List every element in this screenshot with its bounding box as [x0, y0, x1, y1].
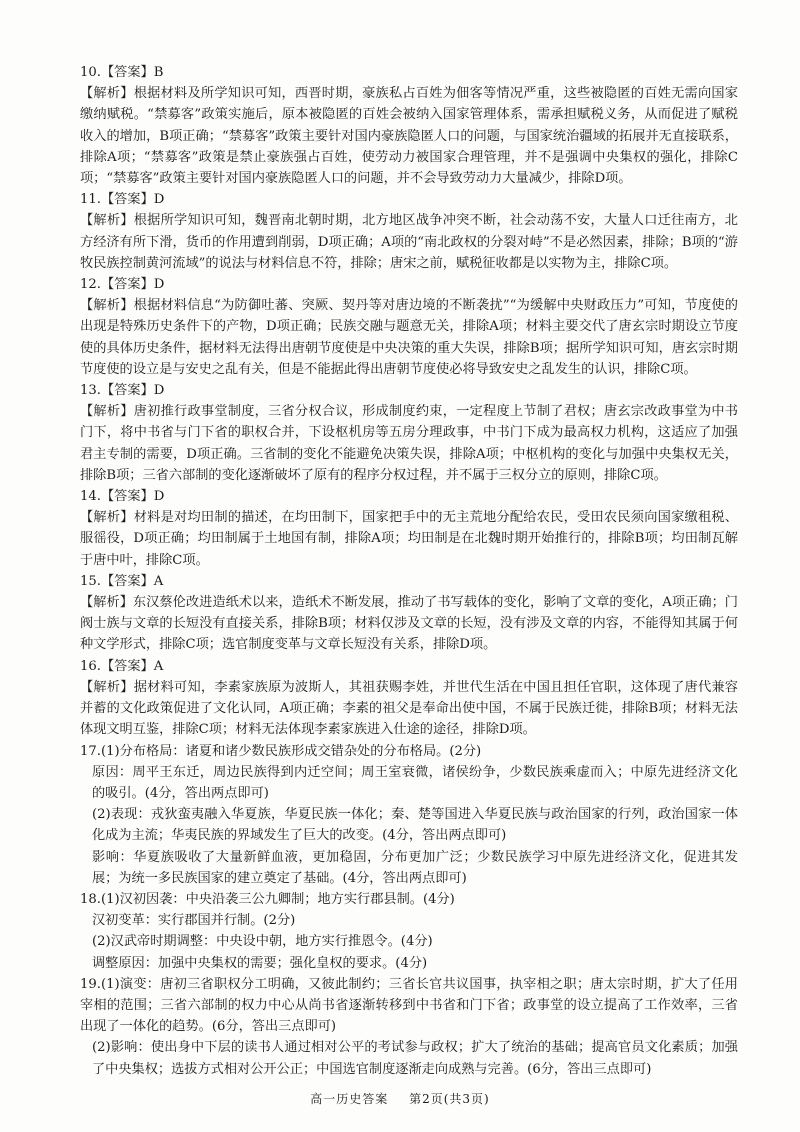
answer-line: 15.【答案】A [80, 573, 164, 589]
essay-head: 17.(1)分布格局：诸夏和诸少数民族形成交错杂处的分布格局。(2分) [80, 743, 482, 759]
essay-point: 影响：华夏族吸收了大量新鲜血液，更加稳固，分布更加广泛；少数民族学习中原先进经济文化，促进其发展；为统一多民族国家的建立奠定了基础。(4分，答出两点即可) [92, 849, 738, 886]
answer-line: 11.【答案】D [80, 192, 165, 208]
analysis-text: 【解析】据材料可知，李素家族原为波斯人，其祖获赐李姓，并世代生活在中国且担任官职，这体现了唐代兼容并蓄的文化政策促进了文化认同，A项正确；李素的祖父是奉命出使中国，不属于民族迁徙，排除B项；材料无法体现文明互鉴，排除C项；材料无法体现李素家族进入仕途的途径，排除D项。 [80, 679, 738, 738]
essay-point: (2)汉武帝时期调整：中央设中朝，地方实行推恩令。(4分) [92, 934, 433, 950]
analysis-text: 【解析】东汉蔡伦改进造纸术以来，造纸术不断发展，推动了书写载体的变化，影响了文章的变化，A项正确；门阀士族与文章的长短没有直接关系，排除B项；材料仅涉及文章的长短，没有涉及文章的内容，不能得知其属于何种文学形式，排除C项；选官制度变革与文章长短没有关系，排除D项。 [80, 595, 738, 653]
essay-head: 18.(1)汉初因袭：中央沿袭三公九卿制；地方实行郡县制。(4分) [80, 891, 455, 907]
answer-line: 12.【答案】D [80, 277, 165, 293]
answer-line: 16.【答案】A [80, 658, 164, 674]
question-10 [80, 62, 738, 189]
question-13 [80, 380, 738, 486]
answer-line: 14.【答案】D [80, 489, 165, 505]
footer-page-number: 第2页(共3页) [409, 1092, 490, 1106]
page-footer [0, 1090, 800, 1107]
essay-point: (2)表现：戎狄蛮夷融入华夏族，华夏民族一体化；秦、楚等国进入华夏民族与政治国家的行列，政治国家一体化成为主流；华夷民族的界域发生了巨大的改变。(4分，答出两点即可) [92, 807, 738, 844]
question-12 [80, 274, 738, 380]
analysis-text: 【解析】根据材料及所学知识可知，西晋时期，豪族私占百姓为佃客等情况严重，这些被隐匿的百姓无需向国家缴纳赋税。“禁募客”政策实施后，原本被隐匿的百姓会被纳入国家管理体系，需承担赋税义务，从而促进了赋税收入的增加，B项正确；“禁募客”政策主要针对国内豪族隐匿人口的问题，与国家统治疆域的拓展并无直接联系，排除A项；“禁募客”政策是禁止豪族强占百姓，使劳动力被国家合理管理，并不是强调中央集权的强化，排除C项；“禁募客”政策主要针对国内豪族隐匿人口的问题，并不会导致劳动力大量减少，排除D项。 [80, 86, 738, 187]
question-15 [80, 571, 738, 656]
question-11 [80, 189, 738, 274]
answer-content [80, 62, 738, 1080]
essay-point: (2)影响：使出身中下层的读书人通过相对公平的考试参与政权；扩大了统治的基础；提高官员文化素质；加强了中央集权；选拔方式相对公开公正；中国选官制度逐渐走向成熟与完善。(6分，答出三点即可) [92, 1040, 738, 1077]
analysis-text: 【解析】唐初推行政事堂制度，三省分权合议，形成制度约束，一定程度上节制了君权；唐玄宗改政事堂为中书门下，将中书省与门下省的职权合并，下设枢机房等五房分理政事，中书门下成为最高权力机构，这适应了加强君主专制的需要，D项正确。三省制的变化不能避免决策失误，排除A项；中枢机构的变化与加强中央集权无关，排除B项；三省六部制的变化逐渐破坏了原有的程序分权过程，并不属于三权分立的原则，排除C项。 [80, 404, 738, 483]
question-16 [80, 656, 738, 741]
footer-course: 高一历史答案 [310, 1092, 389, 1106]
question-19 [80, 974, 738, 1080]
answer-line: 10.【答案】B [80, 65, 164, 80]
question-14 [80, 486, 738, 571]
analysis-text: 【解析】根据所学知识可知，魏晋南北朝时期，北方地区战争冲突不断，社会动荡不安，大量人口迁往南方，北方经济有所下滑，货币的作用遭到削弱，D项正确；A项的“南北政权的分裂对峙”不是必然因素，排除；B项的“游牧民族控制黄河流域”的说法与材料信息不符，排除；唐宋之前，赋税征收都是以实物为主，排除C项。 [80, 213, 738, 271]
essay-point: 原因：周平王东迁，周边民族得到内迁空间；周王室衰微，诸侯纷争，少数民族乘虚而入；中原先进经济文化的吸引。(4分，答出两点即可) [92, 764, 738, 801]
essay-point: 汉初变革：实行郡国并行制。(2分) [92, 913, 296, 929]
essay-point: 调整原因：加强中央集权的需要；强化皇权的要求。(4分) [92, 955, 428, 971]
analysis-text: 【解析】根据材料信息“为防御吐蕃、突厥、契丹等对唐边境的不断袭扰”“为缓解中央财政压力”可知，节度使的出现是特殊历史条件下的产物，D项正确；民族交融与题意无关，排除A项；材料主要交代了唐玄宗时期设立节度使的具体历史条件，据材料无法得出唐朝节度使是中央决策的重大失误，排除B项；据所学知识可知，唐玄宗时期节度使的设立是与安史之乱有关，但是不能据此得出唐朝节度使必将导致安史之乱发生的认识，排除C项。 [80, 298, 738, 377]
question-18 [80, 889, 738, 974]
answer-line: 13.【答案】D [80, 383, 165, 399]
question-17 [80, 741, 738, 889]
essay-head: 19.(1)演变：唐初三省职权分工明确，又彼此制约；三省长官共议国事，执宰相之职；唐太宗时期，扩大了任用宰相的范围；三省六部制的权力中心从尚书省逐渐转移到中书省和门下省；政事堂的设立提高了工作效率，三省出现了一体化的趋势。(6分，答出三点即可) [80, 976, 738, 1035]
analysis-text: 【解析】材料是对均田制的描述，在均田制下，国家把手中的无主荒地分配给农民，受田农民须向国家缴租税、服徭役，D项正确；均田制属于土地国有制，排除A项；均田制是在北魏时期开始推行的，排除B项；均田制瓦解于唐中叶，排除C项。 [80, 510, 738, 568]
